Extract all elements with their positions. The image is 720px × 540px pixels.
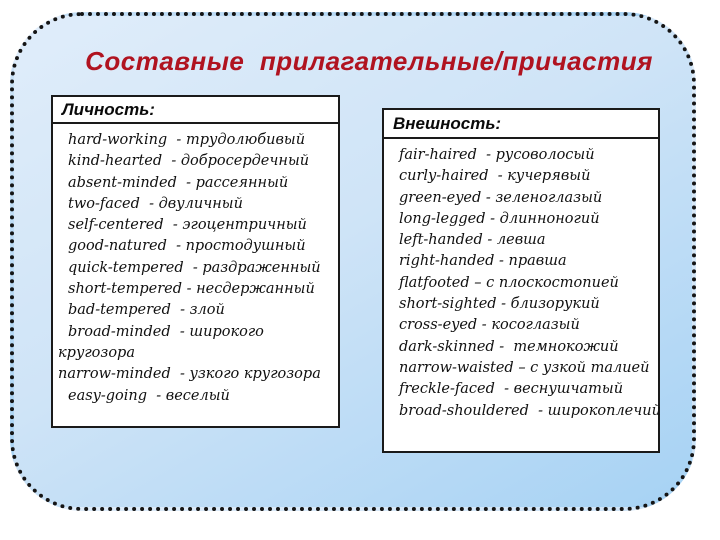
slide-title: Составные прилагательные/причастия	[85, 46, 653, 76]
personality-vocab-list	[53, 124, 338, 407]
vocab-line: left-handed - левша	[399, 232, 546, 249]
personality-box	[51, 95, 340, 428]
vocab-line: short-tempered - несдержанный	[68, 281, 315, 298]
vocab-line: cross-eyed - косоглазый	[399, 317, 580, 334]
vocab-line: absent-minded - рассеянный	[68, 174, 289, 191]
vocab-line: narrow-minded - узкого кругозора	[58, 366, 321, 383]
vocab-line: freckle-faced - веснушчатый	[399, 381, 624, 398]
vocab-line: short-sighted - близорукий	[399, 296, 600, 313]
vocab-line: narrow-waisted – с узкой талией	[399, 359, 650, 376]
appearance-box-header: Внешность:	[384, 110, 658, 139]
vocab-line: hard-working - трудолюбивый	[68, 132, 306, 148]
vocab-line: flatfooted – с плоскостопией	[399, 274, 619, 291]
vocab-line: self-centered - эгоцентричный	[68, 217, 307, 234]
vocab-line: curly-haired - кучерявый	[399, 168, 591, 185]
vocab-line: dark-skinned - темнокожий	[399, 338, 619, 355]
vocab-line: two-faced - двуличный	[68, 195, 243, 212]
vocab-line: bad-tempered - злой	[68, 302, 225, 319]
vocab-line: green-eyed - зеленоглазый	[399, 189, 603, 206]
vocab-line: easy-going - веселый	[68, 387, 230, 404]
vocab-line: broad-shouldered - широкоплечий	[399, 402, 661, 419]
vocab-line: good-natured - простодушный	[68, 238, 306, 255]
vocab-line: fair-haired - русоволосый	[399, 147, 595, 163]
vocab-line: right-handed - правша	[399, 253, 567, 270]
slide-dashed-border-frame	[10, 12, 696, 511]
vocab-line: broad-minded - широкого	[68, 323, 264, 340]
appearance-box	[382, 108, 660, 453]
vocab-line: кругозора	[58, 344, 135, 361]
appearance-vocab-list	[384, 139, 661, 422]
vocab-line: long-legged - длинноногий	[399, 210, 600, 227]
vocab-line: kind-hearted - добросердечный	[68, 153, 310, 170]
personality-box-header: Личность:	[53, 97, 338, 124]
vocab-line: quick-tempered - раздраженный	[68, 259, 321, 276]
